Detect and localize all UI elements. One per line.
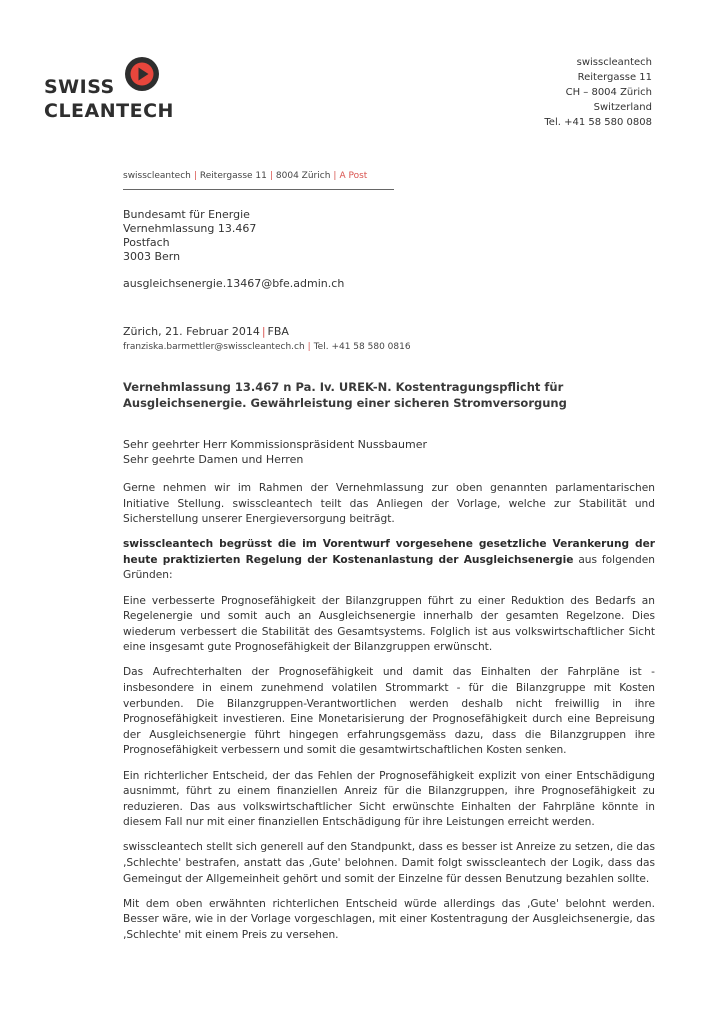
- recipient-email: ausgleichsenergie.13467@bfe.admin.ch: [123, 277, 345, 290]
- body-paragraph: Gerne nehmen wir im Rahmen der Vernehmlassung zur oben genannten parlamentarischen Initiative Stellung. swisscleantech teilt das Anliegen der Vorlage, welche zur Stabilität und Sicherstellung unserer Energieversorgung beiträgt.: [123, 482, 655, 526]
- body-paragraph: swisscleantech stellt sich generell auf den Standpunkt, dass es besser ist Anreize zu setzen, die das ‚Schlechte' bestrafen, anstatt das ‚Gute' belohnen. Damit folgt swisscleantech der Logik, dass das Gemeingut der Allgemeinheit gehört und somit der Einzelne für dessen Benutzung bezahlen sollte.: [123, 841, 655, 885]
- body-paragraph: [123, 537, 655, 584]
- recipient-line: Bundesamt für Energie: [123, 208, 250, 221]
- play-circle-icon: [124, 56, 160, 92]
- separator: |: [261, 325, 266, 338]
- company-logo: [44, 56, 194, 126]
- return-address-rule: [123, 189, 394, 190]
- separator: |: [193, 171, 197, 181]
- logo-word-swiss: SWISS: [44, 76, 115, 98]
- separator: |: [333, 171, 337, 181]
- logo-word-cleantech: CLEANTECH: [44, 100, 174, 122]
- letter-subject: Vernehmlassung 13.467 n Pa. Iv. UREK-N. Kostentragungspflicht für Ausgleichsenergie. Gewährleistung einer sicheren Stromversorgung: [123, 380, 567, 410]
- place-date: Zürich, 21. Februar 2014: [123, 325, 260, 338]
- recipient-line: Vernehmlassung 13.467: [123, 222, 257, 235]
- salutation-line: Sehr geehrter Herr Kommissionspräsident Nussbaumer: [123, 438, 427, 451]
- body-bold-statement: swisscleantech begrüsst die im Vorentwurf vorgesehene gesetzliche Verankerung der heute praktizierten Regelung der Kostenanlastung der Ausgleichsenergie: [123, 538, 655, 566]
- contact-email: franziska.barmettler@swisscleantech.ch: [123, 342, 305, 352]
- recipient-line: 3003 Bern: [123, 250, 181, 263]
- sender-street: Reitergasse 11: [577, 72, 652, 83]
- return-street: Reitergasse 11: [199, 171, 267, 181]
- salutation: [123, 437, 427, 467]
- author-initials: FBA: [267, 325, 289, 338]
- body-paragraph: Eine verbesserte Prognosefähigkeit der Bilanzgruppen führt zu einer Reduktion des Bedarfs an Regelenergie und somit auch an Ausgleichsenergie innerhalb der gesamten Regelzone. Dies wiederum verbessert die Stabilität des Gesamtsystems. Folglich ist aus volkswirtschaftlicher Sicht eine insgesamt gute Prognosefähigkeit der Bilanzgruppen erwünscht.: [123, 594, 655, 654]
- sender-name: swisscleantech: [576, 57, 652, 68]
- salutation-line: Sehr geehrte Damen und Herren: [123, 453, 304, 466]
- body-paragraph: Mit dem oben erwähnten richterlichen Entscheid würde allerdings das ‚Gute' belohnt werden. Besser wäre, wie in der Vorlage vorgeschlagen, mit einer Kostentragung der Ausgleichsenergie, das ‚Schlechte' mit einem Preis zu versehen.: [123, 897, 655, 941]
- body-text-span: aus folgenden Gründen:: [123, 553, 655, 582]
- date-line: [123, 325, 289, 338]
- letter-body: [123, 481, 655, 953]
- body-paragraph: Das Aufrechterhalten der Prognosefähigkeit und damit das Einhalten der Fahrpläne ist - insbesondere in einem zunehmend volatilen Strommarkt - für die Bilanzgruppe mit Kosten verbunden. Die Bilanzgruppen-Verantwortlichen werden deshalb nicht freiwillig in ihre Prognosefähigkeit investieren. Eine Monetarisierung der Prognosefähigkeit durch eine Bepreisung der Ausgleichsenergie führt hingegen erfahrungsgemäss dazu, dass die Bilanzgruppen ihre Prognosefähigkeit verbessern und somit die gesamtwirtschaftlichen Kosten senken.: [123, 666, 655, 757]
- sender-city: CH – 8004 Zürich: [565, 87, 652, 98]
- recipient-line: Postfach: [123, 236, 170, 249]
- recipient-address: [123, 208, 256, 264]
- return-city: 8004 Zürich: [275, 171, 331, 181]
- separator: |: [269, 171, 273, 181]
- sender-country: Switzerland: [593, 102, 652, 113]
- return-address-line: [123, 171, 367, 181]
- sender-phone: Tel. +41 58 580 0808: [544, 117, 652, 128]
- sender-address: [544, 55, 652, 130]
- body-paragraph: Ein richterlicher Entscheid, der das Fehlen der Prognosefähigkeit explizit von einer Entschädigung ausnimmt, führt zu einem finanziellen Anreiz für die Bilanzgruppen, ihre Prognosefähigkeit zu reduzieren. Das aus volkswirtschaftlicher Sicht erwünschte Einhalten der Fahrpläne könnte in diesem Fall nur mit einer finanziellen Entschädigung für ihre Leistungen erreicht werden.: [123, 769, 655, 829]
- separator: |: [307, 342, 311, 352]
- contact-phone: Tel. +41 58 580 0816: [313, 342, 411, 352]
- return-name: swisscleantech: [123, 171, 191, 181]
- contact-line: [123, 342, 411, 352]
- post-type: A Post: [339, 171, 368, 181]
